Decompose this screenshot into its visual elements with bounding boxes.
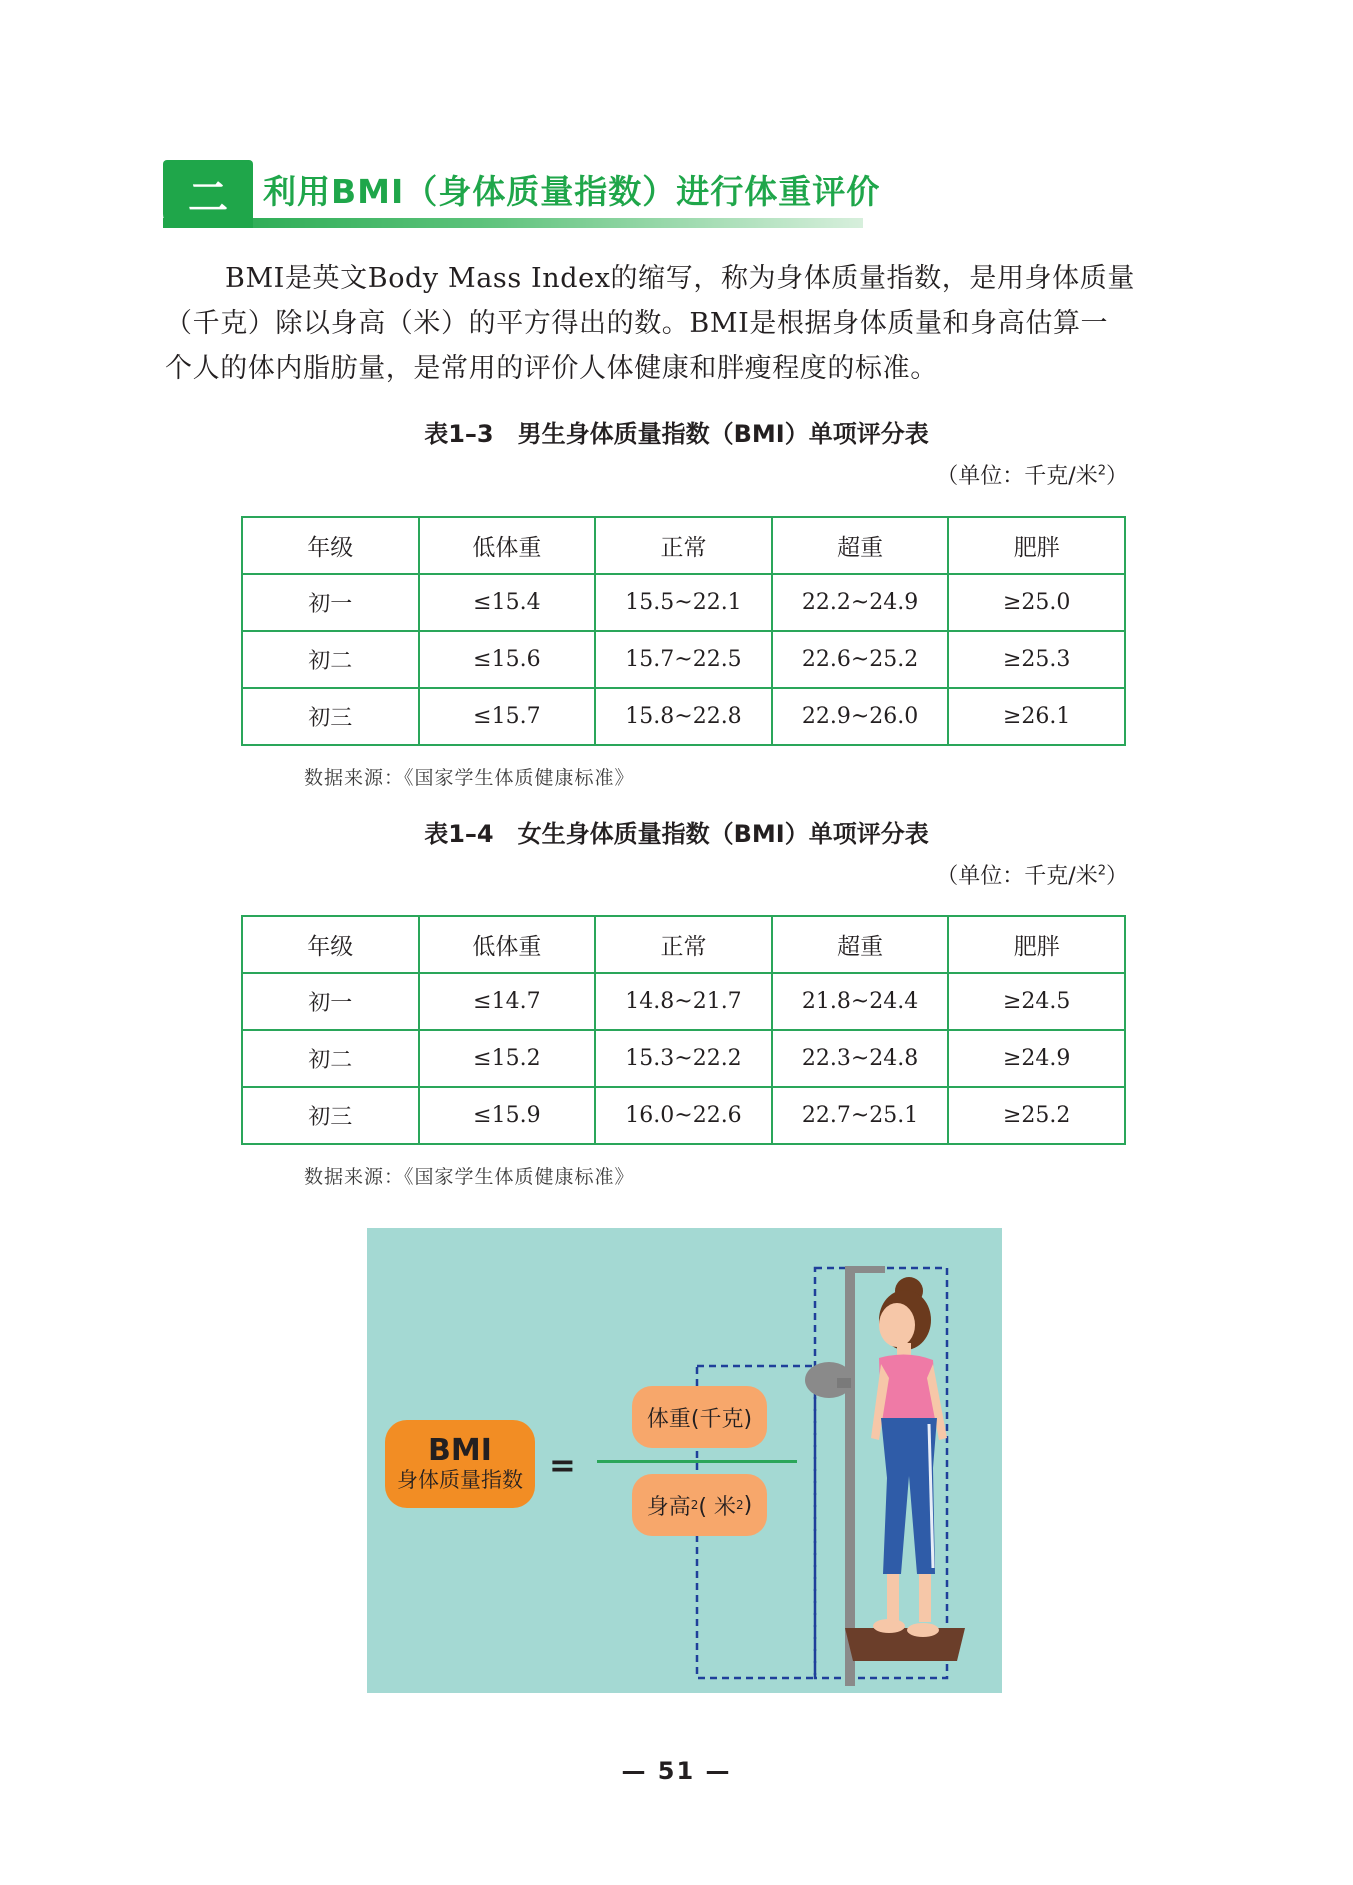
- table-cell: 15.3~22.2: [595, 1030, 772, 1087]
- bmi-label-pill: [385, 1420, 535, 1508]
- header-cell: 超重: [772, 916, 949, 973]
- table-cell: ≥24.9: [948, 1030, 1125, 1087]
- bmi-illustration: [367, 1228, 1002, 1693]
- scale-pole: [845, 1266, 855, 1686]
- table-cell: ≤15.6: [419, 631, 596, 688]
- table-cell: 22.2~24.9: [772, 574, 949, 631]
- grade-cell: 初三: [242, 688, 419, 745]
- section-underline: [163, 218, 863, 228]
- grade-cell: 初三: [242, 1087, 419, 1144]
- table-cell: 15.8~22.8: [595, 688, 772, 745]
- header-cell: 正常: [595, 916, 772, 973]
- paragraph-line: BMI是英文Body Mass Index的缩写，称为身体质量指数，是用身体质量: [225, 263, 1135, 294]
- table-cell: ≤14.7: [419, 973, 596, 1030]
- table-cell: 15.5~22.1: [595, 574, 772, 631]
- fraction-line: [597, 1460, 797, 1463]
- table-cell: 15.7~22.5: [595, 631, 772, 688]
- bmi-label: BMI: [428, 1433, 492, 1468]
- table-cell: 14.8~21.7: [595, 973, 772, 1030]
- numerator-pill: 体重(千克): [632, 1386, 767, 1448]
- table-unit-female: （单位：千克/米$^2$）: [936, 863, 1128, 889]
- table-row: [242, 574, 1125, 631]
- table-header-row: [242, 916, 1125, 973]
- paragraph-line: 个人的体内脂肪量，是常用的评价人体健康和胖瘦程度的标准。: [165, 353, 938, 384]
- table-row: [242, 973, 1125, 1030]
- table-cell: ≤15.4: [419, 574, 596, 631]
- header-cell: 超重: [772, 517, 949, 574]
- equals-sign: =: [549, 1446, 576, 1484]
- grade-cell: 初一: [242, 574, 419, 631]
- denominator-pill: 身高 2 ( 米 2 ): [632, 1474, 767, 1536]
- header-cell: 正常: [595, 517, 772, 574]
- section-number: 二: [163, 160, 253, 228]
- intro-paragraph: [165, 256, 1205, 391]
- header-cell: 年级: [242, 517, 419, 574]
- bmi-table-male: [241, 516, 1126, 746]
- table-row: [242, 631, 1125, 688]
- table-cell: 22.7~25.1: [772, 1087, 949, 1144]
- bmi-table-female: [241, 915, 1126, 1145]
- table-cell: 22.6~25.2: [772, 631, 949, 688]
- scale-pole-top: [845, 1266, 885, 1273]
- table-cell: ≥25.3: [948, 631, 1125, 688]
- table-cell: ≤15.9: [419, 1087, 596, 1144]
- header-cell: 低体重: [419, 517, 596, 574]
- table-row: [242, 1030, 1125, 1087]
- section-title: 利用BMI（身体质量指数）进行体重评价: [263, 172, 881, 211]
- table-cell: ≥25.2: [948, 1087, 1125, 1144]
- table-cell: 16.0~22.6: [595, 1087, 772, 1144]
- scale-platform: [845, 1628, 965, 1661]
- header-cell: 年级: [242, 916, 419, 973]
- table-cell: 22.9~26.0: [772, 688, 949, 745]
- table-cell: 21.8~24.4: [772, 973, 949, 1030]
- header-cell: 肥胖: [948, 517, 1125, 574]
- page-number: — 51 —: [621, 1757, 732, 1785]
- table-cell: ≥25.0: [948, 574, 1125, 631]
- table-cell: ≤15.2: [419, 1030, 596, 1087]
- grade-cell: 初二: [242, 1030, 419, 1087]
- data-source-female: 数据来源：《国家学生体质健康标准》: [304, 1166, 635, 1188]
- table-cell: ≥24.5: [948, 973, 1125, 1030]
- scale-head-neck: [837, 1378, 851, 1388]
- table-unit-male: （单位：千克/米$^2$）: [936, 463, 1128, 489]
- grade-cell: 初二: [242, 631, 419, 688]
- paragraph-line: （千克）除以身高（米）的平方得出的数。BMI是根据身体质量和身高估算一: [165, 308, 1109, 339]
- table-cell: ≤15.7: [419, 688, 596, 745]
- table-caption-male: 表1–3 男生身体质量指数（BMI）单项评分表: [424, 420, 929, 448]
- table-row: [242, 1087, 1125, 1144]
- data-source-male: 数据来源：《国家学生体质健康标准》: [304, 767, 635, 789]
- bmi-sublabel: 身体质量指数: [397, 1468, 523, 1492]
- header-cell: 肥胖: [948, 916, 1125, 973]
- table-cell: ≥26.1: [948, 688, 1125, 745]
- table-caption-female: 表1–4 女生身体质量指数（BMI）单项评分表: [424, 820, 929, 848]
- table-cell: 22.3~24.8: [772, 1030, 949, 1087]
- table-header-row: [242, 517, 1125, 574]
- table-row: [242, 688, 1125, 745]
- section-header: [163, 160, 881, 232]
- grade-cell: 初一: [242, 973, 419, 1030]
- header-cell: 低体重: [419, 916, 596, 973]
- woman-figure: [871, 1277, 947, 1637]
